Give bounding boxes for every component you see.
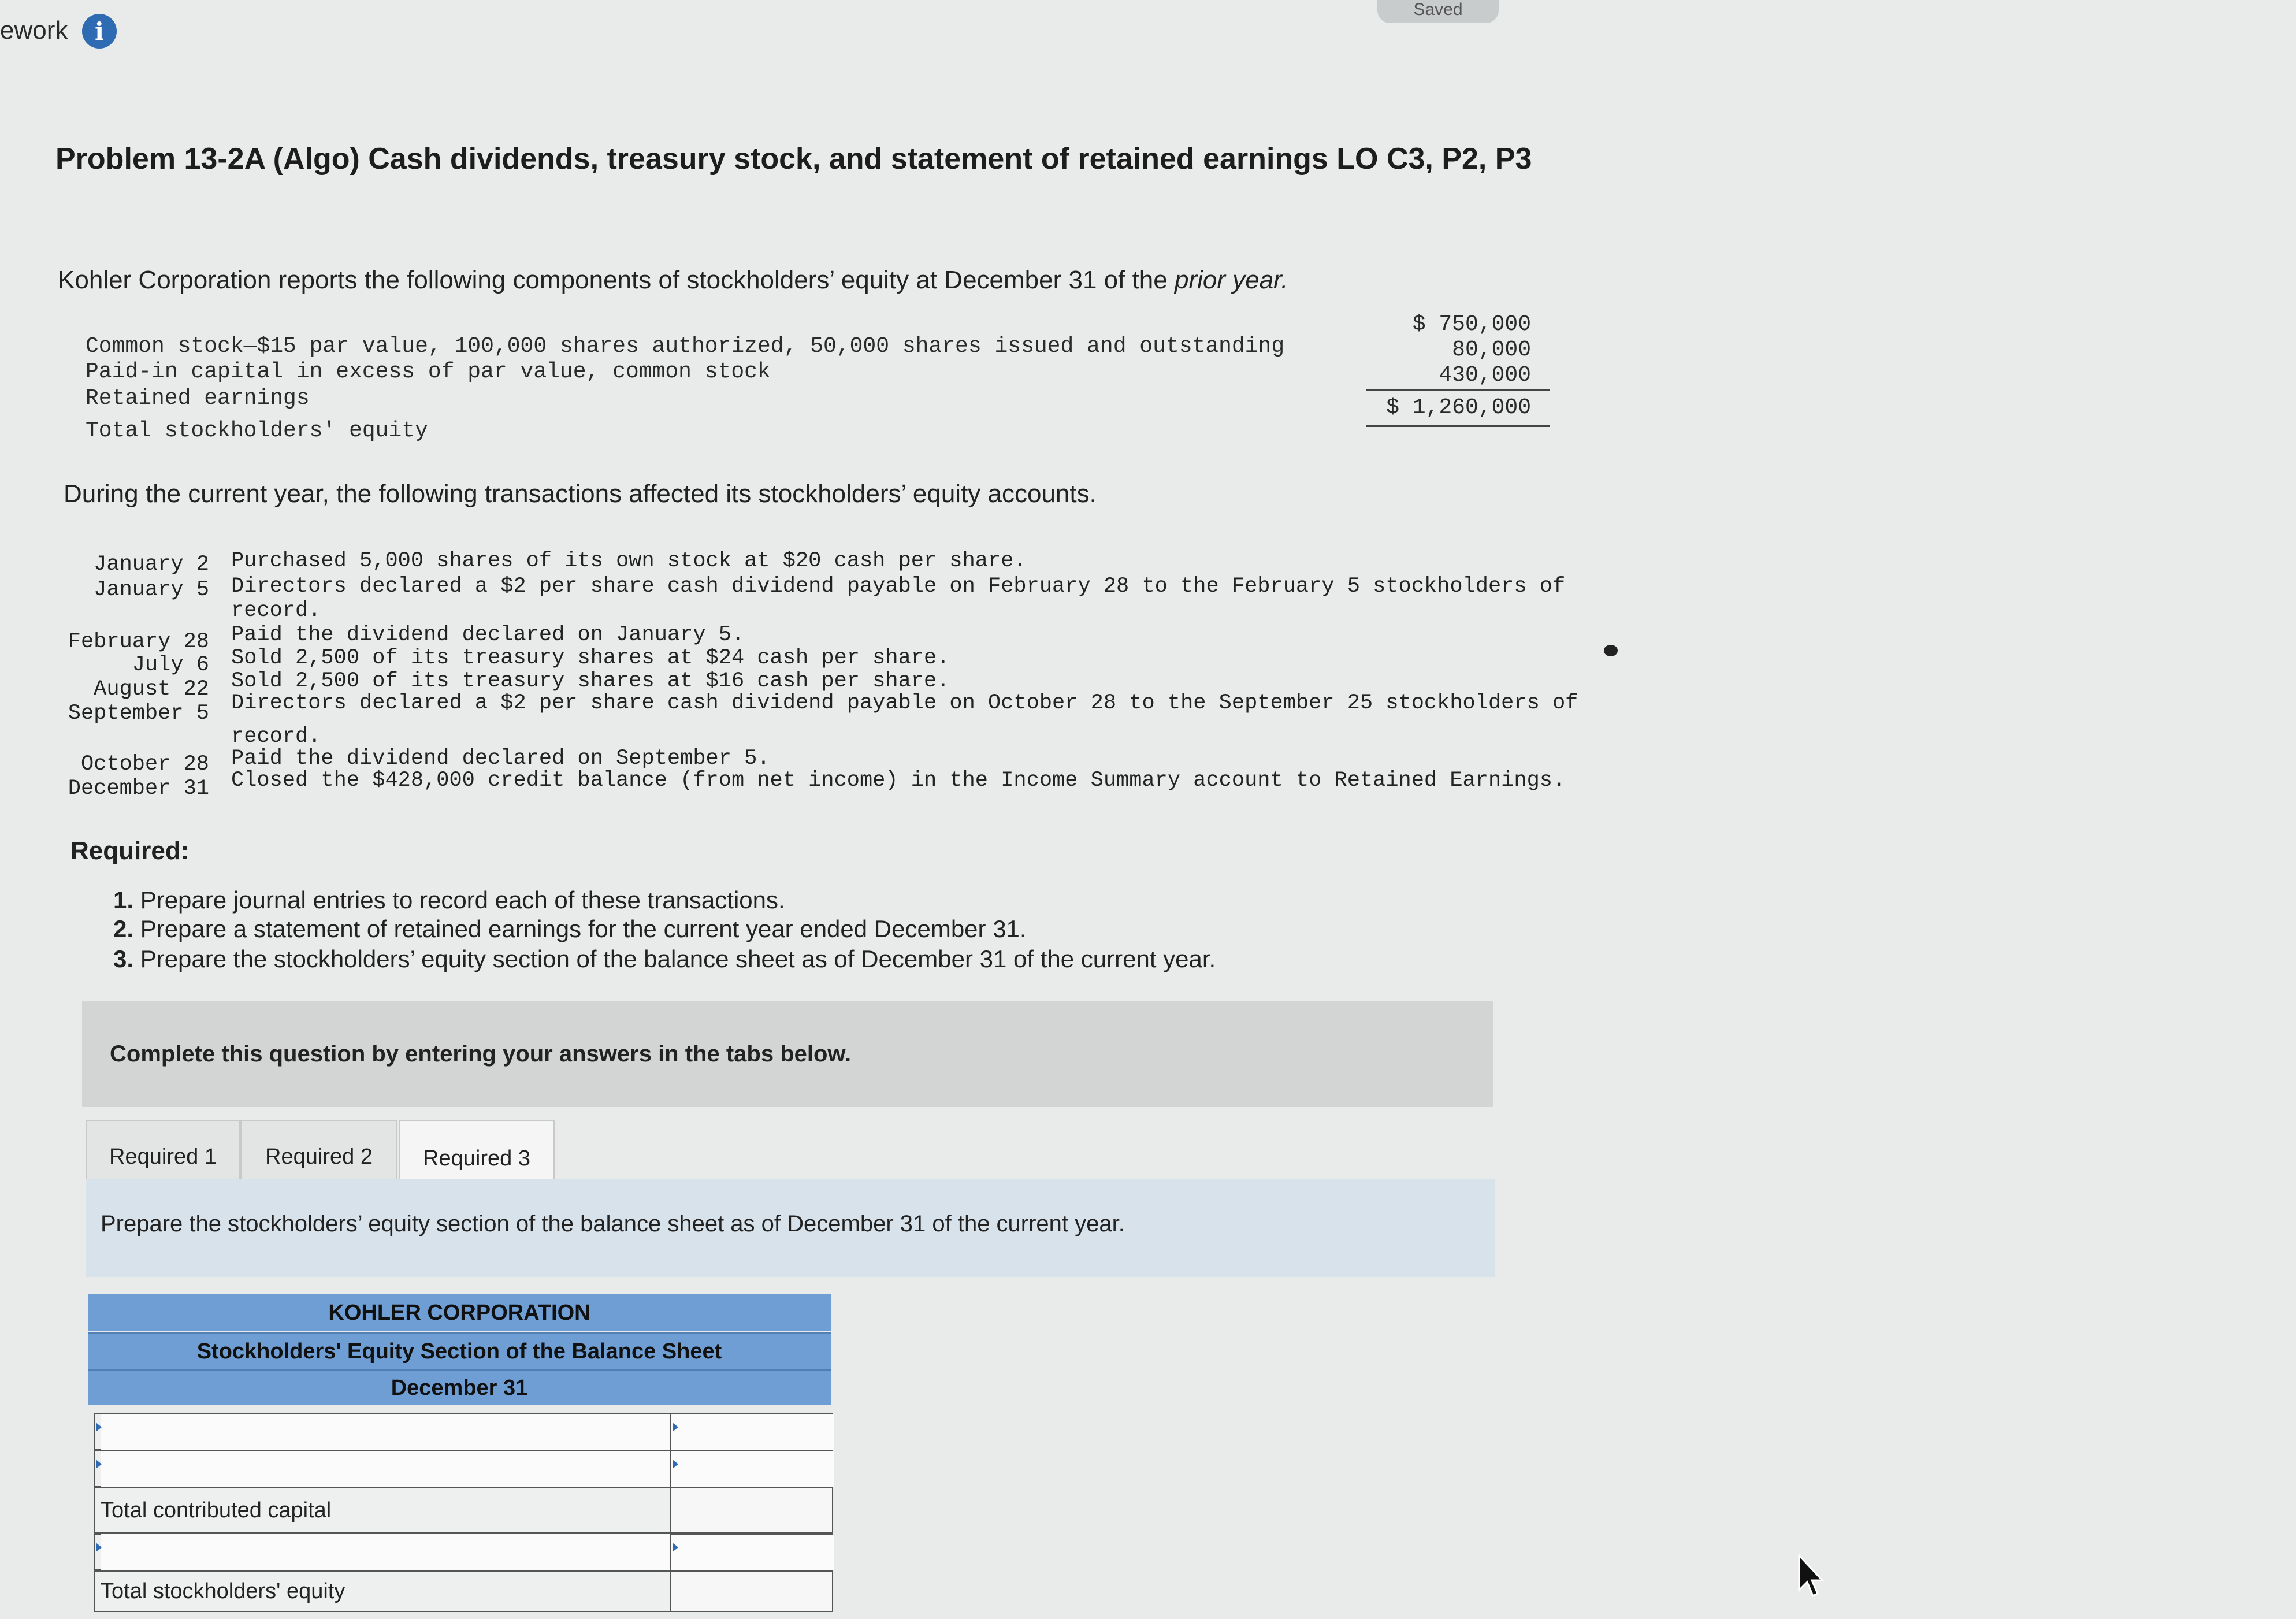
equity-label-retained-earnings: Retained earnings xyxy=(86,386,310,411)
equity-label-paid-in-capital: Paid-in capital in excess of par value, common stock xyxy=(86,359,771,384)
table-row xyxy=(94,1533,833,1570)
account-input[interactable] xyxy=(101,1534,670,1570)
tab-required-3[interactable]: Required 3 xyxy=(399,1120,555,1196)
dropdown-marker-icon xyxy=(673,1543,678,1552)
equity-value-paid-in-capital: 80,000 xyxy=(1452,337,1531,362)
amount-cell[interactable] xyxy=(671,1535,832,1569)
tab-required-2[interactable]: Required 2 xyxy=(240,1120,397,1194)
transaction-desc: Purchased 5,000 shares of its own stock at $20 cash per share. xyxy=(231,549,1027,573)
amount-input[interactable] xyxy=(671,1451,834,1487)
dropdown-marker-icon xyxy=(673,1460,678,1469)
subtotal-rule xyxy=(1366,389,1550,391)
amount-cell[interactable] xyxy=(671,1451,832,1486)
account-input[interactable] xyxy=(101,1414,670,1450)
dropdown-marker-icon xyxy=(96,1543,102,1552)
complete-question-banner: Complete this question by entering your answers in the tabs below. xyxy=(82,1001,1493,1107)
stray-mark xyxy=(1604,645,1618,656)
table-header-date: December 31 xyxy=(88,1369,831,1405)
transaction-desc: Paid the dividend declared on September 5. xyxy=(231,747,770,771)
total-equity-label: Total stockholders' equity xyxy=(95,1572,671,1611)
amount-cell[interactable] xyxy=(671,1414,832,1449)
info-icon[interactable]: i xyxy=(82,14,117,49)
mouse-cursor-icon xyxy=(1797,1554,1826,1601)
transaction-date: August 22 xyxy=(94,677,209,701)
transaction-desc-continued: record. xyxy=(231,599,321,623)
equity-value-retained-earnings: 430,000 xyxy=(1439,363,1531,388)
transaction-date: October 28 xyxy=(80,752,209,777)
tab-panel-instruction: Prepare the stockholders’ equity section of the balance sheet as of December 31 of the current year. xyxy=(86,1179,1495,1277)
account-select[interactable] xyxy=(95,1535,671,1569)
total-contributed-label: Total contributed capital xyxy=(95,1488,671,1532)
table-row-total-equity xyxy=(94,1570,833,1612)
transaction-desc: Closed the $428,000 credit balance (from net income) in the Income Summary account to Retained Earnings. xyxy=(231,768,1566,793)
account-select[interactable] xyxy=(95,1414,671,1449)
table-header-company: KOHLER CORPORATION xyxy=(88,1294,831,1331)
transaction-desc-continued: record. xyxy=(231,725,321,749)
transaction-desc: Sold 2,500 of its treasury shares at $16 cash per share. xyxy=(231,669,950,693)
required-item: 2. Prepare a statement of retained earnings for the current year ended December 31. xyxy=(113,915,1027,942)
dropdown-marker-icon xyxy=(673,1423,678,1432)
equity-label-common-stock: Common stock—$15 par value, 100,000 shares authorized, 50,000 shares issued and outstanding xyxy=(86,334,1285,359)
tab-required-1[interactable]: Required 1 xyxy=(86,1120,240,1194)
stockholders-equity-table xyxy=(88,1294,833,1614)
equity-label-total: Total stockholders' equity xyxy=(86,418,428,443)
required-item: 1. Prepare journal entries to record each of these transactions. xyxy=(113,886,785,914)
problem-title: Problem 13-2A (Algo) Cash dividends, treasury stock, and statement of retained earnings LO C3, P2, P3 xyxy=(55,142,1532,176)
dropdown-marker-icon xyxy=(96,1423,102,1432)
transaction-date: September 5 xyxy=(68,701,209,726)
transaction-desc: Directors declared a $2 per share cash dividend payable on October 28 to the September 25 stockholders of xyxy=(231,691,1578,715)
account-input[interactable] xyxy=(101,1451,670,1487)
total-double-rule xyxy=(1366,425,1550,427)
amount-input[interactable] xyxy=(671,1414,834,1450)
transaction-desc: Paid the dividend declared on January 5. xyxy=(231,623,745,647)
total-equity-amount xyxy=(671,1572,832,1611)
total-contributed-amount xyxy=(671,1488,832,1532)
transaction-date: February 28 xyxy=(68,630,209,654)
transaction-date: July 6 xyxy=(132,653,209,677)
equity-value-common-stock: $ 750,000 xyxy=(1412,312,1531,337)
intro-text: Kohler Corporation reports the following components of stockholders’ equity at December 31 of the prior year. xyxy=(58,266,1288,294)
during-year-text: During the current year, the following transactions affected its stockholders’ equity accounts. xyxy=(64,480,1097,508)
required-heading: Required: xyxy=(70,837,190,865)
transaction-desc: Directors declared a $2 per share cash dividend payable on February 28 to the February 5 stockholders of xyxy=(231,574,1566,599)
transaction-desc: Sold 2,500 of its treasury shares at $24 cash per share. xyxy=(231,646,950,670)
table-row-total-contributed xyxy=(94,1487,833,1533)
transaction-date: January 5 xyxy=(94,578,209,602)
account-select[interactable] xyxy=(95,1451,671,1486)
table-row xyxy=(94,1450,833,1487)
assignment-title-fragment: ework xyxy=(0,16,68,44)
table-header-statement: Stockholders' Equity Section of the Balance Sheet xyxy=(88,1332,831,1369)
transaction-date: December 31 xyxy=(68,777,209,801)
table-row xyxy=(94,1413,833,1450)
amount-input[interactable] xyxy=(671,1535,834,1570)
equity-value-total: $ 1,260,000 xyxy=(1386,395,1531,420)
saved-status-badge: Saved xyxy=(1377,0,1499,23)
dropdown-marker-icon xyxy=(96,1460,102,1469)
required-item: 3. Prepare the stockholders’ equity section of the balance sheet as of December 31 of the current year. xyxy=(113,945,1216,972)
transaction-date: January 2 xyxy=(94,552,209,577)
